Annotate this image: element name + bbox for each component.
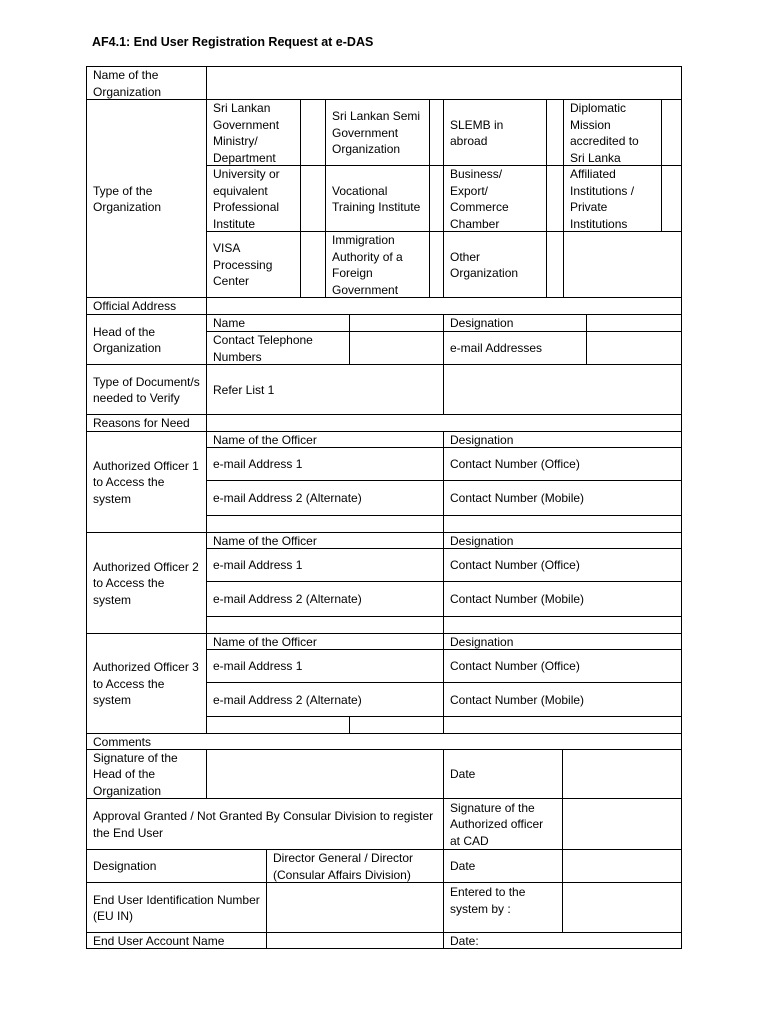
label-account-name: End User Account Name: [86, 932, 267, 949]
org-type-checkbox-5[interactable]: [300, 165, 326, 232]
label-name-of-organization: Name of the Organization: [86, 66, 207, 100]
org-type-option-6: Vocational Training Institute: [325, 165, 430, 232]
label-signature-head: Signature of the Head of the Organization: [86, 749, 207, 799]
org-type-checkbox-7[interactable]: [546, 165, 564, 232]
label-entered-by: Entered to the system by :: [443, 882, 563, 933]
label-head-name: Name: [206, 314, 350, 332]
registration-form: [86, 66, 682, 949]
org-type-option-5: University or equivalent Professional Institute: [206, 165, 301, 232]
org-type-option-9: VISA Processing Center: [206, 231, 301, 298]
input-reasons-for-need[interactable]: [206, 414, 682, 432]
label-signature-date: Date: [443, 749, 563, 799]
officer-1-email1-label: e-mail Address 1: [206, 447, 444, 481]
input-official-address[interactable]: [206, 297, 682, 315]
officer-2-name-label: Name of the Officer: [206, 532, 444, 549]
input-signature-head[interactable]: [206, 749, 444, 799]
org-type-checkbox-8[interactable]: [661, 165, 682, 232]
input-eu-in[interactable]: [266, 882, 444, 933]
officer-2-email2-label: e-mail Address 2 (Alternate): [206, 581, 444, 617]
org-type-checkbox-9[interactable]: [300, 231, 326, 298]
input-designation-date[interactable]: [562, 849, 682, 883]
label-officer-3: Authorized Officer 3 to Access the system: [86, 633, 207, 734]
officer-3-blank-middle[interactable]: [349, 716, 444, 734]
label-type-of-organization: Type of the Organization: [86, 99, 207, 298]
org-type-checkbox-2[interactable]: [429, 99, 444, 166]
label-designation: Designation: [86, 849, 267, 883]
input-signature-date[interactable]: [562, 749, 682, 799]
input-account-name[interactable]: [266, 932, 444, 949]
input-head-email[interactable]: [586, 331, 682, 365]
officer-3-blank-left[interactable]: [206, 716, 350, 734]
officer-3-contact-mobile-label: Contact Number (Mobile): [443, 682, 682, 717]
input-head-designation[interactable]: [586, 314, 682, 332]
officer-1-email2-label: e-mail Address 2 (Alternate): [206, 480, 444, 516]
org-type-option-11: Other Organization: [443, 231, 547, 298]
label-head-telephone: Contact Telephone Numbers: [206, 331, 350, 365]
officer-2-contact-mobile-label: Contact Number (Mobile): [443, 581, 682, 617]
org-type-option-2: Sri Lankan Semi Government Organization: [325, 99, 430, 166]
officer-1-blank-left[interactable]: [206, 515, 444, 533]
org-type-option-7: Business/ Export/ Commerce Chamber: [443, 165, 547, 232]
input-signature-cad[interactable]: [562, 798, 682, 850]
officer-3-designation-label: Designation: [443, 633, 682, 650]
label-official-address: Official Address: [86, 297, 207, 315]
officer-3-name-label: Name of the Officer: [206, 633, 444, 650]
input-document-type[interactable]: [443, 364, 682, 415]
officer-2-designation-label: Designation: [443, 532, 682, 549]
officer-1-blank-right[interactable]: [443, 515, 682, 533]
org-type-option-10: Immigration Authority of a Foreign Government: [325, 231, 430, 298]
officer-3-email2-label: e-mail Address 2 (Alternate): [206, 682, 444, 717]
label-signature-cad: Signature of the Authorized officer at CAD: [443, 798, 563, 850]
org-type-option-4: Diplomatic Mission accredited to Sri Lanka: [563, 99, 662, 166]
officer-1-contact-mobile-label: Contact Number (Mobile): [443, 480, 682, 516]
officer-2-blank-left[interactable]: [206, 616, 444, 634]
org-type-option-3: SLEMB in abroad: [443, 99, 547, 166]
input-entered-by[interactable]: [562, 882, 682, 933]
org-type-checkbox-3[interactable]: [546, 99, 564, 166]
officer-1-name-label: Name of the Officer: [206, 431, 444, 448]
officer-2-email1-label: e-mail Address 1: [206, 548, 444, 582]
officer-1-contact-office-label: Contact Number (Office): [443, 447, 682, 481]
label-head-designation: Designation: [443, 314, 587, 332]
org-type-checkbox-11[interactable]: [546, 231, 564, 298]
page-title: AF4.1: End User Registration Request at e-DAS: [92, 35, 374, 49]
org-type-checkbox-4[interactable]: [661, 99, 682, 166]
label-eu-in: End User Identification Number (EU IN): [86, 882, 267, 933]
org-type-checkbox-10[interactable]: [429, 231, 444, 298]
label-comments: Comments: [86, 733, 682, 750]
officer-3-contact-office-label: Contact Number (Office): [443, 649, 682, 683]
director-designation: Director General / Director (Consular Affairs Division): [266, 849, 444, 883]
label-document-type: Type of Document/s needed to Verify: [86, 364, 207, 415]
officer-2-blank-right[interactable]: [443, 616, 682, 634]
label-designation-date: Date: [443, 849, 563, 883]
org-type-checkbox-1[interactable]: [300, 99, 326, 166]
org-type-checkbox-6[interactable]: [429, 165, 444, 232]
input-head-name[interactable]: [349, 314, 444, 332]
org-type-option-1: Sri Lankan Government Ministry/ Department: [206, 99, 301, 166]
org-type-empty: [563, 231, 682, 298]
label-account-date: Date:: [443, 932, 682, 949]
officer-3-blank-right[interactable]: [443, 716, 682, 734]
label-officer-2: Authorized Officer 2 to Access the system: [86, 532, 207, 634]
label-reasons-for-need: Reasons for Need: [86, 414, 207, 432]
input-name-of-organization[interactable]: [206, 66, 682, 100]
refer-list: Refer List 1: [206, 364, 444, 415]
officer-2-contact-office-label: Contact Number (Office): [443, 548, 682, 582]
officer-3-email1-label: e-mail Address 1: [206, 649, 444, 683]
input-head-telephone[interactable]: [349, 331, 444, 365]
label-head-of-organization: Head of the Organization: [86, 314, 207, 365]
label-officer-1: Authorized Officer 1 to Access the system: [86, 431, 207, 533]
label-head-email: e-mail Addresses: [443, 331, 587, 365]
org-type-option-8: Affiliated Institutions / Private Institutions: [563, 165, 662, 232]
label-approval: Approval Granted / Not Granted By Consular Division to register the End User: [86, 798, 444, 850]
officer-1-designation-label: Designation: [443, 431, 682, 448]
